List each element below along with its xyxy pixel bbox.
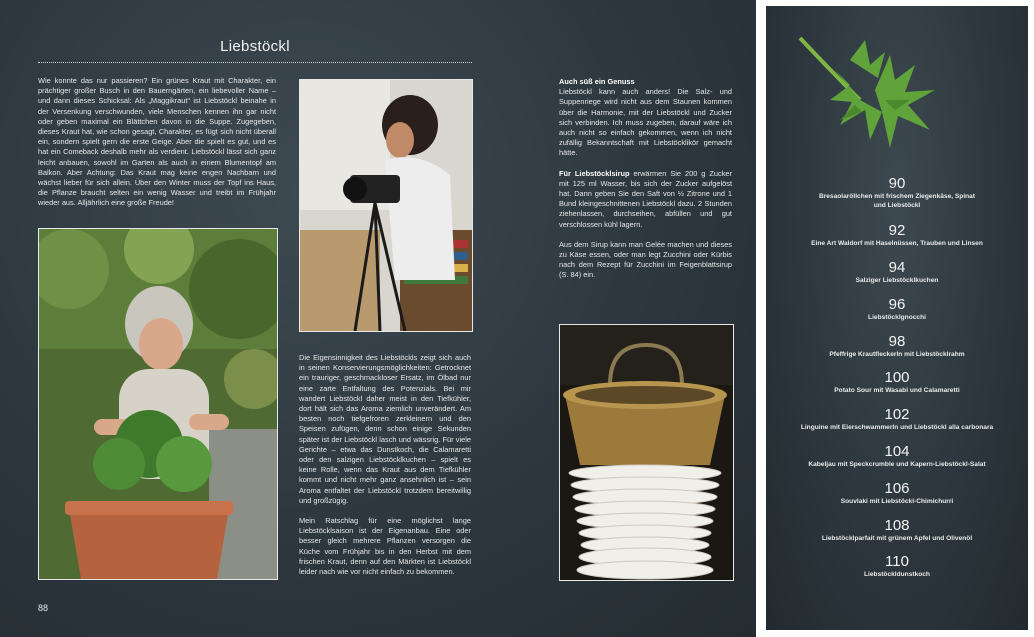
middle-paragraph-2: Mein Ratschlag für eine möglichst lange Liebstöcklsaison ist der Eigenanbau. Eine oder besser gleich mehrere Pflanzen versorgen die Küche vom Frühjahr bis in den Herbst mit dem frischen Kraut, denn auf den Märkten ist Liebstöckl leider nach wie vor nicht einfach zu bekommen. [299, 516, 471, 577]
toc-recipe-title: Salziger Liebstöcklkuchen [855, 277, 939, 284]
toc-recipe-title: Liebstöckldunstkoch [864, 571, 930, 578]
toc-page-number: 92 [888, 222, 906, 239]
photographer-with-camera-image [300, 80, 472, 331]
toc-page-number: 102 [884, 406, 910, 423]
toc-entry[interactable] [766, 333, 1028, 359]
toc-page-number: 96 [888, 296, 906, 313]
sirup-recipe [559, 169, 732, 230]
toc-page-number: 106 [884, 480, 910, 497]
toc-recipe-title: Bresaolaröllchen mit frischem Ziegenkäse, Spinat und Liebstöckl [818, 193, 976, 209]
copper-pot-and-plates-image [560, 325, 733, 580]
toc-recipe-title: Potato Sour mit Wasabi und Calamaretti [834, 387, 960, 394]
garden-photo [38, 228, 278, 580]
intro-paragraph: Wie konnte das nur passieren? Ein grünes Kraut mit Charakter, ein prächtiger großer Busch in den Bauerngärten, ein liebevoller Name – und dann dieses Schicksal: Als „Maggikraut“ ist Liebstöckl beinahe in der Versenkung verschwunden, viele Menschen kennen ihn gar nicht oder geben maximal ein Blättchen davon in die Suppe. Zugegeben, dieses Kraut hat, wie schon gesagt, Charakter, es fügt sich nicht überall ein, sondern spielt gern die erste Geige. Aber die spielt es gut, und es hat ein Comeback deshalb mehr als verdient. Liebstöckl lässt sich ganz leicht anbauen, sowohl im Garten als auch in einem Blumentopf am Balkon. Aber Achtung: Das Kraut mag keine engen Nachbarn und wächst lieber für sich allein. Über den Winter muss der Topf ins Haus, die Pflanze braucht selten ein wenig Wasser und treibt im Frühjahr wieder aus. Alljährlich eine große Freude! [38, 76, 276, 208]
toc-recipe-title: Pfeffrige Krautfleckerln mit Liebstöcklrahm [829, 351, 965, 358]
toc-entry[interactable] [766, 553, 1028, 579]
toc-entry[interactable] [766, 259, 1028, 285]
sirup-text: erwärmen Sie 200 g Zucker mit 125 ml Wasser, bis sich der Zucker aufgelöst hat. Dann geben Sie den Saft von ½ Zitrone und 1 Bund kleingeschnittenen Liebstöckl dazu. 2 Stunden ziehenlassen, durchseihen, abfüllen und gut verschlossen kühl lagern. [559, 168, 732, 229]
middle-paragraph-1: Die Eigensinnigkeit des Liebstöckls zeigt sich auch in seinen Konservierungsmöglichkeiten: Getrocknet ein trauriger, geschmackloser Ersatz, im Ölbad nur eine zarte Entfaltung des Potenzials. Bei mir wandert Liebstöckl daher meist in den Tiefkühler, dort hält sich das Aroma ziemlich unverändert. Am besten noch tiefgefroren zerkleinern und den Speisen zufügen, denn schon einige Sekunden später ist der Liebstöckl lasch und wässrig. Für viele Gerichte – etwa das Dunstkoch, die Calamaretti oder den salzigen Liebstöcklkuchen – spielt es keine Rolle, wenn das Kraut aus dem Tiefkühler kommt und nicht mehr ganz ansehnlich ist – sein Aroma entfaltet der Liebstöckl trotzdem bereitwillig und großzügig. [299, 353, 471, 505]
toc-page-number: 98 [888, 333, 906, 350]
lovage-leaf-icon [790, 30, 950, 160]
toc-entry[interactable] [766, 222, 1028, 248]
middle-text [299, 353, 471, 577]
toc-entry[interactable] [766, 296, 1028, 322]
toc-entry[interactable] [766, 517, 1028, 543]
page-number: 88 [38, 603, 49, 613]
toc-recipe-title: Linguine mit Eierschwammerln und Liebstöckl alla carbonara [800, 424, 994, 431]
toc-recipe-title: Liebstöcklgnocchi [868, 314, 926, 321]
toc-page-number: 110 [885, 553, 909, 570]
toc-recipe-title: Kabeljau mit Speckcrumble und Kapern-Liebstöckl-Salat [808, 461, 986, 468]
sweet-heading: Auch süß ein Genuss [559, 77, 635, 86]
toc-recipe-title: Souvlaki mit Liebstöckl-Chimichurri [840, 498, 954, 505]
right-paragraph-1: Liebstöckl kann auch anders! Die Salz- und Suppenriege wird nicht aus dem Staunen kommen über die Harmonie, mit der Liebstöckl und Zucker sich verbinden. Ich muss zugeben, darauf wäre ich auch nicht so einfach gekommen, wenn ich nicht zufällig Bekanntschaft mit Liebstöcklikör gemacht hätte. [559, 87, 732, 158]
right-paragraph-3: Aus dem Sirup kann man Gelée machen und dieses zu Käse essen, oder man legt Zucchini oder Kürbis nach dem Rezept für Zucchini im Feigenblattsirup (S. 84) ein. [559, 239, 732, 280]
toc-entry[interactable] [766, 175, 1028, 210]
pot-photo [559, 324, 734, 581]
right-text [559, 77, 732, 281]
toc-page-number: 104 [884, 443, 910, 460]
toc-recipe-title: Liebstöcklparfait mit grünem Apfel und Olivenöl [821, 535, 973, 542]
toc-entry[interactable] [766, 406, 1028, 432]
intro-text [38, 76, 276, 209]
toc-page-number: 90 [888, 175, 906, 192]
toc-recipe-title: Eine Art Waldorf mit Haselnüssen, Trauben und Linsen [811, 240, 983, 247]
woman-with-lovage-pot-image [39, 229, 277, 579]
sirup-label: Für Liebstöcklsirup [559, 168, 630, 178]
camera-photo [299, 79, 473, 332]
title-divider [38, 62, 472, 63]
toc-entry[interactable] [766, 369, 1028, 395]
toc-page-number: 108 [884, 517, 910, 534]
toc-page-number: 94 [888, 259, 906, 276]
toc-entry[interactable] [766, 443, 1028, 469]
page-title: Liebstöckl [220, 38, 290, 55]
toc-entry[interactable] [766, 480, 1028, 506]
toc-page-number: 100 [884, 369, 910, 386]
